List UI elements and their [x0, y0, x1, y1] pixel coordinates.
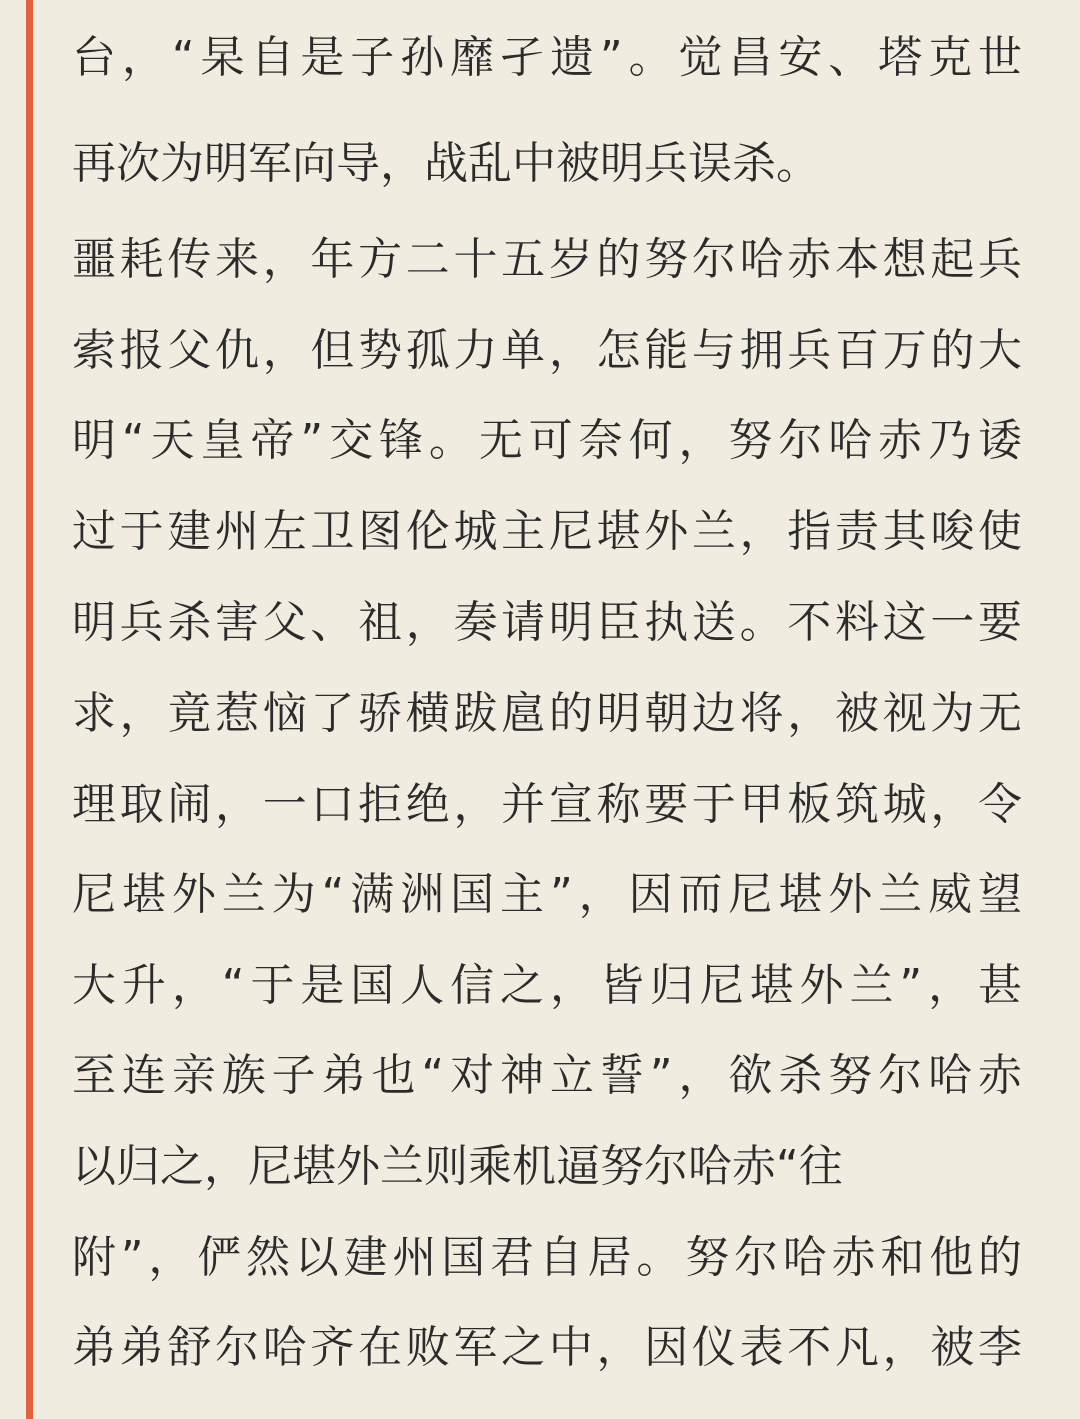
- left-accent-bar: [26, 0, 33, 1419]
- text-line: 明“天皇帝”交锋。无可奈何，努尔哈赤乃诿: [72, 415, 1022, 466]
- article-body: [72, 0, 1022, 1419]
- text-line: 大升，“于是国人信之，皆归尼堪外兰”，甚: [72, 960, 1022, 1011]
- text-line: 弟弟舒尔哈齐在败军之中，因仪表不凡，被李: [72, 1322, 1022, 1373]
- text-line: 求，竟惹恼了骄横跋扈的明朝边将，被视为无: [72, 688, 1022, 739]
- text-line: 以归之，尼堪外兰则乘机逼努尔哈赤“往: [72, 1141, 843, 1192]
- text-line: 附”，俨然以建州国君自居。努尔哈赤和他的: [72, 1232, 1022, 1283]
- text-line: 理取闹，一口拒绝，并宣称要于甲板筑城，令: [72, 779, 1022, 830]
- text-line: 尼堪外兰为“满洲国主”，因而尼堪外兰威望: [72, 869, 1022, 920]
- text-line: 过于建州左卫图伦城主尼堪外兰，指责其唆使: [72, 506, 1022, 557]
- text-line: 至连亲族子弟也“对神立誓”，欲杀努尔哈赤: [72, 1050, 1022, 1101]
- text-line: 索报父仇，但势孤力单，怎能与拥兵百万的大: [72, 325, 1022, 376]
- text-line: 噩耗传来，年方二十五岁的努尔哈赤本想起兵: [72, 234, 1022, 285]
- text-line: 明兵杀害父、祖，奏请明臣执送。不料这一要: [72, 597, 1022, 648]
- text-line: 再次为明军向导，战乱中被明兵误杀。: [72, 138, 820, 189]
- text-line: 台，“杲自是子孙靡孑遗”。觉昌安、塔克世: [72, 32, 1022, 83]
